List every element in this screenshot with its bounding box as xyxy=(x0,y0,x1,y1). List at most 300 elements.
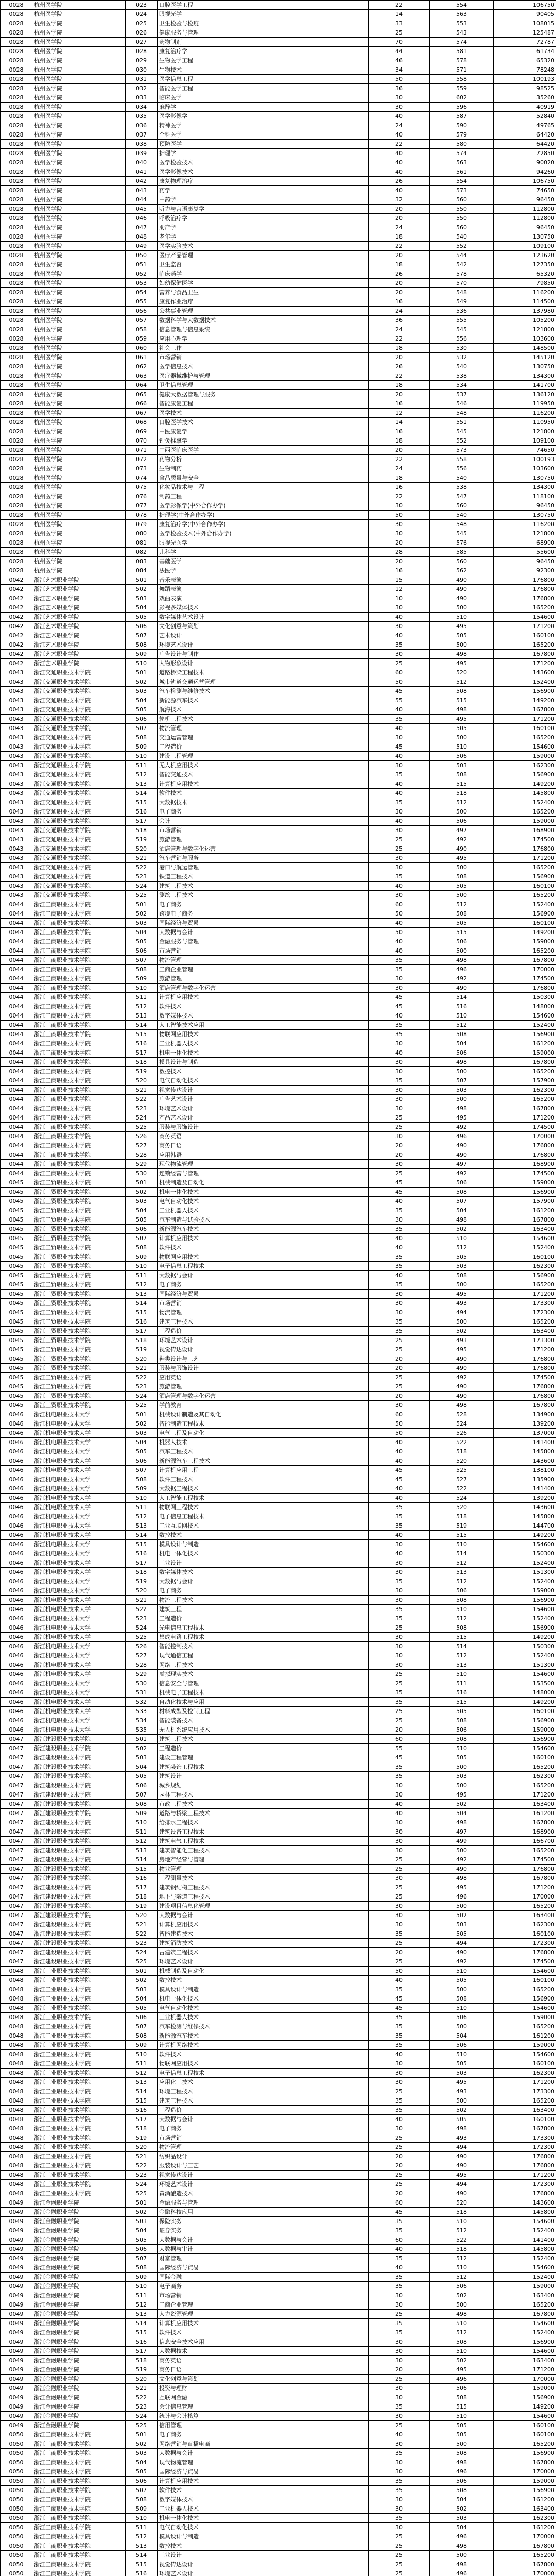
major-code-cell: 525 xyxy=(126,1633,158,1642)
min-score-cell: 518 xyxy=(430,2245,494,2254)
major-name-cell: 工商企业管理 xyxy=(158,2300,272,2310)
plan-count-cell: 30 xyxy=(369,1642,430,1651)
plan-count-cell: 35 xyxy=(369,1605,430,1614)
major-code-cell: 501 xyxy=(126,1967,158,1976)
major-code-cell: 518 xyxy=(126,1058,158,1067)
major-name-cell: 数字媒体技术 xyxy=(158,2495,272,2504)
school-code-cell: 0044 xyxy=(1,1169,32,1178)
major-name-cell: 园林工程技术 xyxy=(158,1790,272,1800)
min-score-cell: 496 xyxy=(430,1892,494,1902)
min-score-cell: 512 xyxy=(430,2273,494,2282)
blank-cell xyxy=(272,2263,369,2273)
blank-cell xyxy=(272,1521,369,1531)
major-code-cell: 521 xyxy=(126,2384,158,2393)
table-row xyxy=(1,1967,556,1976)
school-code-cell: 0042 xyxy=(1,631,32,640)
table-row xyxy=(1,1818,556,1827)
min-score-cell: 510 xyxy=(430,2050,494,2059)
plan-count-cell: 30 xyxy=(369,1818,430,1827)
major-name-cell: 医疗产品管理 xyxy=(158,251,272,260)
min-score-cell: 503 xyxy=(430,1920,494,1929)
school-name-cell: 浙江工商职业技术学院 xyxy=(32,2504,126,2514)
school-code-cell: 0028 xyxy=(1,538,32,548)
school-code-cell: 0048 xyxy=(1,2106,32,2115)
school-code-cell: 0028 xyxy=(1,232,32,242)
min-score-cell: 490 xyxy=(430,575,494,585)
min-rank-cell: 171200 xyxy=(494,1345,556,1354)
school-code-cell: 0048 xyxy=(1,2041,32,2050)
min-rank-cell: 176800 xyxy=(494,1392,556,1401)
min-rank-cell: 74650 xyxy=(494,446,556,455)
school-name-cell: 浙江金融职业学院 xyxy=(32,2245,126,2254)
school-name-cell: 浙江工业职业技术学院 xyxy=(32,2115,126,2124)
major-code-cell: 514 xyxy=(126,1531,158,1540)
table-row xyxy=(1,2069,556,2078)
school-code-cell: 0049 xyxy=(1,2384,32,2393)
plan-count-cell: 40 xyxy=(369,937,430,946)
blank-cell xyxy=(272,93,369,103)
major-name-cell: 国际经济与贸易 xyxy=(158,1290,272,1299)
major-name-cell: 大数据与会计 xyxy=(158,2449,272,2458)
major-code-cell: 508 xyxy=(126,2495,158,2504)
table-row xyxy=(1,47,556,56)
min-score-cell: 528 xyxy=(430,1410,494,1419)
min-score-cell: 502 xyxy=(430,1800,494,1809)
min-score-cell: 508 xyxy=(430,770,494,779)
school-code-cell: 0028 xyxy=(1,269,32,279)
school-code-cell: 0028 xyxy=(1,167,32,177)
blank-cell xyxy=(272,1048,369,1058)
blank-cell xyxy=(272,1113,369,1123)
school-code-cell: 0049 xyxy=(1,2328,32,2337)
school-code-cell: 0043 xyxy=(1,779,32,789)
major-name-cell: 服装设计与工艺 xyxy=(158,2161,272,2171)
plan-count-cell: 35 xyxy=(369,1252,430,1262)
table-row xyxy=(1,900,556,909)
min-rank-cell: 162300 xyxy=(494,1086,556,1095)
min-rank-cell: 156900 xyxy=(494,1188,556,1197)
school-code-cell: 0048 xyxy=(1,2087,32,2096)
min-score-cell: 579 xyxy=(430,130,494,140)
table-row xyxy=(1,2486,556,2495)
min-score-cell: 498 xyxy=(430,705,494,715)
major-name-cell: 药物制剂 xyxy=(158,38,272,47)
table-row xyxy=(1,1076,556,1086)
min-score-cell: 490 xyxy=(430,1364,494,1373)
school-code-cell: 0049 xyxy=(1,2300,32,2310)
major-name-cell: 汽车检测与维修技术 xyxy=(158,2022,272,2031)
table-row xyxy=(1,288,556,297)
min-rank-cell: 65320 xyxy=(494,269,556,279)
school-code-cell: 0048 xyxy=(1,2180,32,2189)
plan-count-cell: 30 xyxy=(369,1095,430,1104)
blank-cell xyxy=(272,47,369,56)
min-rank-cell: 167800 xyxy=(494,2310,556,2319)
min-rank-cell: 159000 xyxy=(494,1178,556,1188)
plan-count-cell: 12 xyxy=(369,409,430,418)
major-name-cell: 全科医学 xyxy=(158,130,272,140)
min-score-cell: 512 xyxy=(430,1021,494,1030)
plan-count-cell: 30 xyxy=(369,2412,430,2421)
table-row xyxy=(1,2254,556,2263)
min-score-cell: 532 xyxy=(430,353,494,362)
min-rank-cell: 145800 xyxy=(494,789,556,798)
min-score-cell: 510 xyxy=(430,2263,494,2273)
major-name-cell: 建设项目信息化管理 xyxy=(158,1902,272,1911)
blank-cell xyxy=(272,2393,369,2402)
school-name-cell: 浙江交通职业技术学院 xyxy=(32,844,126,854)
blank-cell xyxy=(272,640,369,650)
school-code-cell: 0049 xyxy=(1,2273,32,2282)
plan-count-cell: 50 xyxy=(369,1419,430,1429)
school-name-cell: 浙江建设职业技术学院 xyxy=(32,1957,126,1967)
blank-cell xyxy=(272,1475,369,1484)
major-code-cell: 513 xyxy=(126,2078,158,2087)
school-name-cell: 浙江机电职业技术大学 xyxy=(32,1586,126,1596)
plan-count-cell: 30 xyxy=(369,984,430,993)
major-name-cell: 服装与服饰设计 xyxy=(158,1123,272,1132)
blank-cell xyxy=(272,1772,369,1781)
table-row xyxy=(1,585,556,594)
school-code-cell: 0046 xyxy=(1,1568,32,1577)
table-row xyxy=(1,1809,556,1818)
plan-count-cell: 25 xyxy=(369,1883,430,1892)
school-code-cell: 0043 xyxy=(1,715,32,724)
school-code-cell: 0043 xyxy=(1,724,32,733)
school-name-cell: 浙江艺术职业学院 xyxy=(32,659,126,668)
blank-cell xyxy=(272,622,369,631)
min-score-cell: 512 xyxy=(430,1651,494,1660)
school-code-cell: 0044 xyxy=(1,1113,32,1123)
school-code-cell: 0045 xyxy=(1,1336,32,1345)
min-rank-cell: 165200 xyxy=(494,603,556,613)
blank-cell xyxy=(272,455,369,464)
plan-count-cell: 45 xyxy=(369,993,430,1002)
major-code-cell: 041 xyxy=(126,167,158,177)
blank-cell xyxy=(272,1456,369,1466)
major-code-cell: 513 xyxy=(126,2310,158,2319)
min-score-cell: 543 xyxy=(430,28,494,38)
min-rank-cell: 72787 xyxy=(494,38,556,47)
school-code-cell: 0046 xyxy=(1,1494,32,1503)
table-row xyxy=(1,19,556,28)
major-name-cell: 计算机应用技术 xyxy=(158,1920,272,1929)
table-row xyxy=(1,1753,556,1762)
school-name-cell: 浙江金融职业学院 xyxy=(32,2198,126,2208)
major-name-cell: 数控技术 xyxy=(158,2541,272,2551)
school-name-cell: 浙江机电职业技术大学 xyxy=(32,1623,126,1633)
school-code-cell: 0028 xyxy=(1,446,32,455)
blank-cell xyxy=(272,2013,369,2022)
table-row xyxy=(1,993,556,1002)
min-score-cell: 490 xyxy=(430,1150,494,1160)
major-name-cell: 无人机系统应用技术 xyxy=(158,1725,272,1735)
school-code-cell: 0028 xyxy=(1,103,32,112)
table-row xyxy=(1,158,556,167)
major-name-cell: 老年学 xyxy=(158,232,272,242)
major-name-cell: 机电一体化技术 xyxy=(158,1188,272,1197)
blank-cell xyxy=(272,2198,369,2208)
major-name-cell: 大数据与会计 xyxy=(158,1577,272,1586)
school-code-cell: 0045 xyxy=(1,1354,32,1364)
major-name-cell: 工业机器人技术 xyxy=(158,2013,272,2022)
major-name-cell: 智能控制技术 xyxy=(158,1642,272,1651)
major-code-cell: 511 xyxy=(126,1827,158,1837)
major-name-cell: 材料成型及控制工程 xyxy=(158,1707,272,1716)
table-row xyxy=(1,2133,556,2143)
min-rank-cell: 149200 xyxy=(494,696,556,705)
major-code-cell: 033 xyxy=(126,93,158,103)
school-name-cell: 浙江金融职业学院 xyxy=(32,2328,126,2337)
table-row xyxy=(1,1021,556,1030)
table-row xyxy=(1,195,556,205)
major-code-cell: 513 xyxy=(126,779,158,789)
major-code-cell: 507 xyxy=(126,2022,158,2031)
school-code-cell: 0047 xyxy=(1,1781,32,1790)
school-code-cell: 0047 xyxy=(1,1772,32,1781)
major-name-cell: 工程造价 xyxy=(158,1744,272,1753)
major-name-cell: 营养与食品卫生 xyxy=(158,288,272,297)
major-code-cell: 503 xyxy=(126,1753,158,1762)
table-row xyxy=(1,1104,556,1113)
school-code-cell: 0046 xyxy=(1,1531,32,1540)
school-name-cell: 浙江工贸职业技术学院 xyxy=(32,1345,126,1354)
min-score-cell: 508 xyxy=(430,1716,494,1725)
school-name-cell: 杭州医学院 xyxy=(32,409,126,418)
major-name-cell: 化妆品技术与工程 xyxy=(158,483,272,492)
min-rank-cell: 163400 xyxy=(494,1911,556,1920)
blank-cell xyxy=(272,1660,369,1670)
school-name-cell: 杭州医学院 xyxy=(32,557,126,566)
min-score-cell: 522 xyxy=(430,2235,494,2245)
table-row xyxy=(1,1317,556,1327)
school-name-cell: 浙江建设职业技术学院 xyxy=(32,1772,126,1781)
blank-cell xyxy=(272,575,369,585)
min-score-cell: 518 xyxy=(430,789,494,798)
major-code-cell: 081 xyxy=(126,538,158,548)
major-name-cell: 妇幼保健医学 xyxy=(158,279,272,288)
blank-cell xyxy=(272,260,369,269)
major-name-cell: 房地产经营与管理 xyxy=(158,1855,272,1865)
blank-cell xyxy=(272,2069,369,2078)
min-rank-cell: 139200 xyxy=(494,1494,556,1503)
school-code-cell: 0045 xyxy=(1,1392,32,1401)
major-code-cell: 507 xyxy=(126,2254,158,2263)
major-name-cell: 康复物理治疗 xyxy=(158,177,272,186)
min-rank-cell: 130750 xyxy=(494,511,556,520)
major-code-cell: 059 xyxy=(126,334,158,344)
min-score-cell: 518 xyxy=(430,1447,494,1456)
min-score-cell: 496 xyxy=(430,965,494,974)
min-score-cell: 495 xyxy=(430,1345,494,1354)
school-code-cell: 0046 xyxy=(1,1596,32,1605)
school-code-cell: 0028 xyxy=(1,47,32,56)
blank-cell xyxy=(272,279,369,288)
major-code-cell: 517 xyxy=(126,1327,158,1336)
major-name-cell: 市场营销 xyxy=(158,353,272,362)
major-name-cell: 电气自动化技术 xyxy=(158,2004,272,2013)
min-rank-cell: 174500 xyxy=(494,1169,556,1178)
major-name-cell: 机电一体化技术 xyxy=(158,1549,272,1558)
blank-cell xyxy=(272,464,369,473)
major-name-cell: 道路与桥梁工程技术 xyxy=(158,1809,272,1818)
plan-count-cell: 20 xyxy=(369,2152,430,2161)
major-name-cell: 黄酒酿造技术 xyxy=(158,2189,272,2198)
table-row xyxy=(1,2004,556,2013)
school-code-cell: 0046 xyxy=(1,1725,32,1735)
min-rank-cell: 96450 xyxy=(494,557,556,566)
school-name-cell: 浙江工业职业技术学院 xyxy=(32,2124,126,2133)
school-name-cell: 浙江工商职业技术学院 xyxy=(32,1104,126,1113)
school-code-cell: 0028 xyxy=(1,56,32,65)
major-code-cell: 501 xyxy=(126,1178,158,1188)
min-rank-cell: 154600 xyxy=(494,613,556,622)
blank-cell xyxy=(272,2226,369,2235)
table-row xyxy=(1,650,556,659)
blank-cell xyxy=(272,2171,369,2180)
major-name-cell: 智能装备技术 xyxy=(158,1716,272,1725)
min-rank-cell: 150300 xyxy=(494,1549,556,1558)
blank-cell xyxy=(272,501,369,511)
major-name-cell: 戏曲表演 xyxy=(158,594,272,603)
min-score-cell: 504 xyxy=(430,1809,494,1818)
major-code-cell: 525 xyxy=(126,1401,158,1410)
table-row xyxy=(1,1633,556,1642)
blank-cell xyxy=(272,1967,369,1976)
major-name-cell: 环境艺术设计 xyxy=(158,1104,272,1113)
major-code-cell: 505 xyxy=(126,937,158,946)
min-score-cell: 540 xyxy=(430,511,494,520)
school-name-cell: 浙江工贸职业技术学院 xyxy=(32,1280,126,1290)
major-code-cell: 510 xyxy=(126,1494,158,1503)
plan-count-cell: 40 xyxy=(369,1800,430,1809)
school-code-cell: 0042 xyxy=(1,622,32,631)
major-code-cell: 511 xyxy=(126,1503,158,1512)
school-name-cell: 浙江机电职业技术大学 xyxy=(32,1688,126,1698)
table-row xyxy=(1,2504,556,2514)
major-code-cell: 501 xyxy=(126,575,158,585)
min-rank-cell: 159000 xyxy=(494,2384,556,2393)
major-code-cell: 512 xyxy=(126,1512,158,1521)
min-score-cell: 490 xyxy=(430,585,494,594)
table-row xyxy=(1,1976,556,1985)
min-score-cell: 505 xyxy=(430,724,494,733)
school-code-cell: 0046 xyxy=(1,1642,32,1651)
min-score-cell: 500 xyxy=(430,2300,494,2310)
school-name-cell: 浙江交通职业技术学院 xyxy=(32,807,126,817)
table-row xyxy=(1,1215,556,1225)
major-name-cell: 新能源汽车工程技术 xyxy=(158,1456,272,1466)
plan-count-cell: 35 xyxy=(369,2096,430,2106)
blank-cell xyxy=(272,1902,369,1911)
min-score-cell: 495 xyxy=(430,854,494,863)
table-row xyxy=(1,186,556,195)
school-name-cell: 浙江工贸职业技术学院 xyxy=(32,1206,126,1215)
school-name-cell: 浙江交通职业技术学院 xyxy=(32,854,126,863)
plan-count-cell: 18 xyxy=(369,436,430,446)
school-code-cell: 0047 xyxy=(1,1735,32,1744)
school-name-cell: 浙江机电职业技术大学 xyxy=(32,1549,126,1558)
major-code-cell: 501 xyxy=(126,2198,158,2208)
school-name-cell: 浙江工业职业技术学院 xyxy=(32,2022,126,2031)
major-code-cell: 503 xyxy=(126,687,158,696)
table-row xyxy=(1,427,556,436)
min-rank-cell: 123620 xyxy=(494,251,556,260)
major-code-cell: 531 xyxy=(126,1688,158,1698)
table-row xyxy=(1,640,556,650)
plan-count-cell: 60 xyxy=(369,900,430,909)
school-name-cell: 浙江金融职业学院 xyxy=(32,2384,126,2393)
school-code-cell: 0050 xyxy=(1,2477,32,2486)
school-name-cell: 浙江艺术职业学院 xyxy=(32,585,126,594)
school-code-cell: 0047 xyxy=(1,1855,32,1865)
major-code-cell: 071 xyxy=(126,446,158,455)
min-score-cell: 492 xyxy=(430,1169,494,1178)
school-code-cell: 0043 xyxy=(1,872,32,882)
blank-cell xyxy=(272,1633,369,1642)
major-name-cell: 药学 xyxy=(158,186,272,195)
major-code-cell: 040 xyxy=(126,158,158,167)
min-rank-cell: 154600 xyxy=(494,2347,556,2356)
table-row xyxy=(1,863,556,872)
blank-cell xyxy=(272,946,369,956)
table-row xyxy=(1,891,556,900)
major-name-cell: 国际经济与贸易 xyxy=(158,919,272,928)
blank-cell xyxy=(272,223,369,232)
table-row xyxy=(1,1373,556,1382)
min-score-cell: 496 xyxy=(430,2375,494,2384)
table-row xyxy=(1,594,556,603)
blank-cell xyxy=(272,1837,369,1846)
major-name-cell: 国际金融 xyxy=(158,2273,272,2282)
plan-count-cell: 22 xyxy=(369,242,430,251)
blank-cell xyxy=(272,1123,369,1132)
min-rank-cell: 108015 xyxy=(494,19,556,28)
min-score-cell: 553 xyxy=(430,19,494,28)
table-row xyxy=(1,1271,556,1280)
blank-cell xyxy=(272,2078,369,2087)
major-name-cell: 汽车工程技术 xyxy=(158,1447,272,1456)
school-name-cell: 浙江工业职业技术学院 xyxy=(32,1976,126,1985)
blank-cell xyxy=(272,1985,369,1994)
plan-count-cell: 33 xyxy=(369,19,430,28)
min-score-cell: 596 xyxy=(430,103,494,112)
major-name-cell: 人工智能工程技术 xyxy=(158,1494,272,1503)
school-name-cell: 浙江工商职业技术学院 xyxy=(32,2486,126,2495)
table-row xyxy=(1,260,556,269)
school-name-cell: 浙江工业职业技术学院 xyxy=(32,2106,126,2115)
min-score-cell: 512 xyxy=(430,2226,494,2235)
major-name-cell: 建设工程管理 xyxy=(158,752,272,761)
table-row xyxy=(1,928,556,937)
table-row xyxy=(1,705,556,715)
school-name-cell: 浙江机电职业技术大学 xyxy=(32,1466,126,1475)
min-score-cell: 504 xyxy=(430,2031,494,2041)
plan-count-cell: 25 xyxy=(369,1169,430,1178)
min-score-cell: 500 xyxy=(430,1067,494,1076)
major-name-cell: 现代物流管理 xyxy=(158,2458,272,2467)
major-name-cell: 中医康复学 xyxy=(158,427,272,436)
blank-cell xyxy=(272,103,369,112)
min-rank-cell: 137000 xyxy=(494,1429,556,1438)
table-row xyxy=(1,529,556,538)
min-rank-cell: 106750 xyxy=(494,1,556,10)
min-score-cell: 498 xyxy=(430,2541,494,2551)
min-rank-cell: 116200 xyxy=(494,520,556,529)
major-code-cell: 039 xyxy=(126,149,158,158)
table-row xyxy=(1,1716,556,1725)
min-score-cell: 510 xyxy=(430,1234,494,1243)
